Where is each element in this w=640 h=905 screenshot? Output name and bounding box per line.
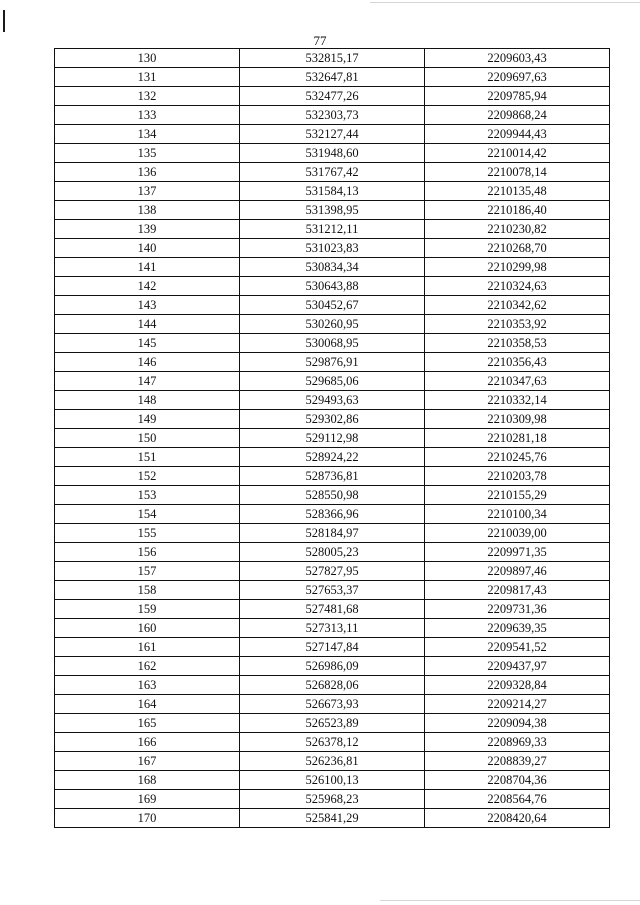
y-coordinate-cell: 2210186,40 — [425, 201, 610, 220]
point-number-cell: 147 — [55, 372, 240, 391]
y-coordinate-cell: 2210353,92 — [425, 315, 610, 334]
table-row — [55, 182, 610, 201]
y-coordinate-cell: 2210332,14 — [425, 391, 610, 410]
point-number-cell: 142 — [55, 277, 240, 296]
scan-edge-mark — [3, 10, 5, 32]
table-row — [55, 239, 610, 258]
point-number-cell: 169 — [55, 790, 240, 809]
x-coordinate-cell: 531398,95 — [240, 201, 425, 220]
x-coordinate-cell: 529493,63 — [240, 391, 425, 410]
point-number-cell: 167 — [55, 752, 240, 771]
point-number-cell: 148 — [55, 391, 240, 410]
y-coordinate-cell: 2210299,98 — [425, 258, 610, 277]
x-coordinate-cell: 526673,93 — [240, 695, 425, 714]
y-coordinate-cell: 2210324,63 — [425, 277, 610, 296]
point-number-cell: 132 — [55, 87, 240, 106]
point-number-cell: 157 — [55, 562, 240, 581]
x-coordinate-cell: 526378,12 — [240, 733, 425, 752]
point-number-cell: 133 — [55, 106, 240, 125]
table-row — [55, 429, 610, 448]
x-coordinate-cell: 528736,81 — [240, 467, 425, 486]
x-coordinate-cell: 528005,23 — [240, 543, 425, 562]
table-row — [55, 87, 610, 106]
table-row — [55, 733, 610, 752]
table-row — [55, 638, 610, 657]
y-coordinate-cell: 2209897,46 — [425, 562, 610, 581]
table-row — [55, 676, 610, 695]
y-coordinate-cell: 2210347,63 — [425, 372, 610, 391]
point-number-cell: 170 — [55, 809, 240, 828]
x-coordinate-cell: 532647,81 — [240, 68, 425, 87]
y-coordinate-cell: 2209731,36 — [425, 600, 610, 619]
x-coordinate-cell: 526100,13 — [240, 771, 425, 790]
coordinates-table — [54, 48, 610, 828]
table-row — [55, 809, 610, 828]
y-coordinate-cell: 2209214,27 — [425, 695, 610, 714]
x-coordinate-cell: 528366,96 — [240, 505, 425, 524]
point-number-cell: 137 — [55, 182, 240, 201]
y-coordinate-cell: 2210135,48 — [425, 182, 610, 201]
y-coordinate-cell: 2209868,24 — [425, 106, 610, 125]
x-coordinate-cell: 525968,23 — [240, 790, 425, 809]
y-coordinate-cell: 2209328,84 — [425, 676, 610, 695]
point-number-cell: 159 — [55, 600, 240, 619]
point-number-cell: 149 — [55, 410, 240, 429]
x-coordinate-cell: 526523,89 — [240, 714, 425, 733]
y-coordinate-cell: 2210309,98 — [425, 410, 610, 429]
point-number-cell: 158 — [55, 581, 240, 600]
table-row — [55, 353, 610, 372]
table-row — [55, 524, 610, 543]
x-coordinate-cell: 529876,91 — [240, 353, 425, 372]
point-number-cell: 161 — [55, 638, 240, 657]
x-coordinate-cell: 529302,86 — [240, 410, 425, 429]
y-coordinate-cell: 2209817,43 — [425, 581, 610, 600]
x-coordinate-cell: 528184,97 — [240, 524, 425, 543]
y-coordinate-cell: 2209785,94 — [425, 87, 610, 106]
y-coordinate-cell: 2208969,33 — [425, 733, 610, 752]
y-coordinate-cell: 2210356,43 — [425, 353, 610, 372]
y-coordinate-cell: 2210100,34 — [425, 505, 610, 524]
x-coordinate-cell: 526828,06 — [240, 676, 425, 695]
y-coordinate-cell: 2208704,36 — [425, 771, 610, 790]
y-coordinate-cell: 2210039,00 — [425, 524, 610, 543]
x-coordinate-cell: 530643,88 — [240, 277, 425, 296]
point-number-cell: 155 — [55, 524, 240, 543]
table-row — [55, 49, 610, 68]
table-row — [55, 201, 610, 220]
point-number-cell: 164 — [55, 695, 240, 714]
x-coordinate-cell: 532303,73 — [240, 106, 425, 125]
x-coordinate-cell: 527827,95 — [240, 562, 425, 581]
point-number-cell: 145 — [55, 334, 240, 353]
table-row — [55, 562, 610, 581]
page-number: 77 — [313, 33, 327, 48]
y-coordinate-cell: 2209603,43 — [425, 49, 610, 68]
point-number-cell: 154 — [55, 505, 240, 524]
table-row — [55, 657, 610, 676]
x-coordinate-cell: 526986,09 — [240, 657, 425, 676]
x-coordinate-cell: 526236,81 — [240, 752, 425, 771]
point-number-cell: 131 — [55, 68, 240, 87]
y-coordinate-cell: 2210358,53 — [425, 334, 610, 353]
table-row — [55, 790, 610, 809]
x-coordinate-cell: 530834,34 — [240, 258, 425, 277]
point-number-cell: 139 — [55, 220, 240, 239]
point-number-cell: 141 — [55, 258, 240, 277]
scan-edge-line — [370, 2, 640, 3]
point-number-cell: 135 — [55, 144, 240, 163]
y-coordinate-cell: 2210203,78 — [425, 467, 610, 486]
y-coordinate-cell: 2210078,14 — [425, 163, 610, 182]
table-row — [55, 277, 610, 296]
y-coordinate-cell: 2209971,35 — [425, 543, 610, 562]
x-coordinate-cell: 531584,13 — [240, 182, 425, 201]
x-coordinate-cell: 531212,11 — [240, 220, 425, 239]
table-row — [55, 448, 610, 467]
point-number-cell: 165 — [55, 714, 240, 733]
x-coordinate-cell: 527481,68 — [240, 600, 425, 619]
y-coordinate-cell: 2208420,64 — [425, 809, 610, 828]
y-coordinate-cell: 2209944,43 — [425, 125, 610, 144]
x-coordinate-cell: 532477,26 — [240, 87, 425, 106]
y-coordinate-cell: 2209639,35 — [425, 619, 610, 638]
y-coordinate-cell: 2210230,82 — [425, 220, 610, 239]
x-coordinate-cell: 528924,22 — [240, 448, 425, 467]
point-number-cell: 136 — [55, 163, 240, 182]
table-row — [55, 714, 610, 733]
table-row — [55, 68, 610, 87]
scan-edge-line — [380, 900, 640, 901]
table-row — [55, 771, 610, 790]
table-row — [55, 372, 610, 391]
table-row — [55, 125, 610, 144]
table-row — [55, 163, 610, 182]
x-coordinate-cell: 532127,44 — [240, 125, 425, 144]
table-row — [55, 752, 610, 771]
point-number-cell: 168 — [55, 771, 240, 790]
table-row — [55, 600, 610, 619]
y-coordinate-cell: 2210342,62 — [425, 296, 610, 315]
point-number-cell: 151 — [55, 448, 240, 467]
table-row — [55, 315, 610, 334]
x-coordinate-cell: 531948,60 — [240, 144, 425, 163]
y-coordinate-cell: 2210014,42 — [425, 144, 610, 163]
x-coordinate-cell: 532815,17 — [240, 49, 425, 68]
x-coordinate-cell: 529112,98 — [240, 429, 425, 448]
y-coordinate-cell: 2209094,38 — [425, 714, 610, 733]
x-coordinate-cell: 527147,84 — [240, 638, 425, 657]
table-row — [55, 486, 610, 505]
y-coordinate-cell: 2210245,76 — [425, 448, 610, 467]
y-coordinate-cell: 2210155,29 — [425, 486, 610, 505]
table-row — [55, 106, 610, 125]
x-coordinate-cell: 530260,95 — [240, 315, 425, 334]
point-number-cell: 144 — [55, 315, 240, 334]
x-coordinate-cell: 528550,98 — [240, 486, 425, 505]
point-number-cell: 163 — [55, 676, 240, 695]
x-coordinate-cell: 531023,83 — [240, 239, 425, 258]
point-number-cell: 150 — [55, 429, 240, 448]
table-row — [55, 619, 610, 638]
table-row — [55, 220, 610, 239]
table-row — [55, 334, 610, 353]
point-number-cell: 134 — [55, 125, 240, 144]
point-number-cell: 143 — [55, 296, 240, 315]
point-number-cell: 146 — [55, 353, 240, 372]
y-coordinate-cell: 2209437,97 — [425, 657, 610, 676]
point-number-cell: 156 — [55, 543, 240, 562]
point-number-cell: 130 — [55, 49, 240, 68]
point-number-cell: 153 — [55, 486, 240, 505]
y-coordinate-cell: 2209697,63 — [425, 68, 610, 87]
table-row — [55, 543, 610, 562]
point-number-cell: 138 — [55, 201, 240, 220]
table-row — [55, 296, 610, 315]
table-row — [55, 258, 610, 277]
x-coordinate-cell: 531767,42 — [240, 163, 425, 182]
y-coordinate-cell: 2208839,27 — [425, 752, 610, 771]
table-row — [55, 467, 610, 486]
x-coordinate-cell: 527653,37 — [240, 581, 425, 600]
x-coordinate-cell: 525841,29 — [240, 809, 425, 828]
y-coordinate-cell: 2210268,70 — [425, 239, 610, 258]
coordinates-table-body — [55, 49, 610, 828]
x-coordinate-cell: 527313,11 — [240, 619, 425, 638]
table-row — [55, 391, 610, 410]
x-coordinate-cell: 529685,06 — [240, 372, 425, 391]
table-row — [55, 144, 610, 163]
y-coordinate-cell: 2209541,52 — [425, 638, 610, 657]
point-number-cell: 160 — [55, 619, 240, 638]
x-coordinate-cell: 530452,67 — [240, 296, 425, 315]
point-number-cell: 140 — [55, 239, 240, 258]
x-coordinate-cell: 530068,95 — [240, 334, 425, 353]
table-row — [55, 410, 610, 429]
table-row — [55, 505, 610, 524]
point-number-cell: 162 — [55, 657, 240, 676]
point-number-cell: 152 — [55, 467, 240, 486]
table-row — [55, 695, 610, 714]
y-coordinate-cell: 2208564,76 — [425, 790, 610, 809]
point-number-cell: 166 — [55, 733, 240, 752]
y-coordinate-cell: 2210281,18 — [425, 429, 610, 448]
table-row — [55, 581, 610, 600]
